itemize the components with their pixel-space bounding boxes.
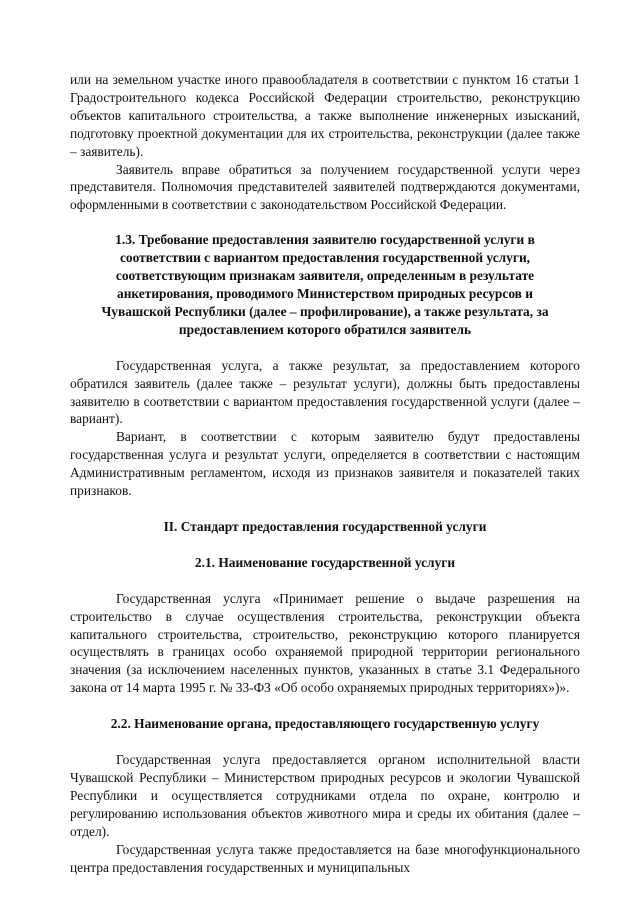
document-page [70, 71, 580, 876]
paragraph-applicant-definition: или на земельном участке иного правообладателя в соответствии с пунктом 16 статьи 1 Градостроительного кодекса Российской Федерации строительство, реконструкцию объектов капитального строительства, а также выполнение инженерных изысканий, подготовку проектной документации для их строительства, реконструкции (далее также – заявитель). [70, 72, 580, 159]
heading-1-3-requirement: 1.3. Требование предоставления заявителю государственной услуги в соответствии с вариантом предоставления государственной услуги, соответствующим признакам заявителя, определенным в результате анкетирования, проводимого Министерством природных ресурсов и Чувашской Республики (далее – профилирование), а также результата, за предоставлением которого обратился заявитель [101, 232, 549, 337]
heading-2-1-service-name: 2.1. Наименование государственной услуги [194, 554, 456, 570]
paragraph-providing-body: Государственная услуга предоставляется органом исполнительной власти Чувашской Республики – Министерством природных ресурсов и экологии Чувашской Республики и осуществляется сотрудниками отдела по охране, контролю и регулированию использования объектов животного мира и среды их обитания (далее – отдел). [70, 752, 580, 839]
heading-section-2-standard: II. Стандарт предоставления государственной услуги [163, 518, 487, 534]
paragraph-variant: Вариант, в соответствии с которым заявителю будут предоставлены государственная услуга и результат услуги, определяется в соответствии с настоящим Административным регламентом, исходя из признаков заявителя и показателей таких признаков. [70, 429, 580, 499]
paragraph-representative: Заявитель вправе обратиться за получением государственной услуги через представителя. Полномочия представителей заявителей подтверждаются документами, оформленными в соответствии с законодательством Российской Федерации. [70, 161, 580, 213]
paragraph-service-name: Государственная услуга «Принимает решение о выдаче разрешения на строительство в случае осуществления строительства, реконструкции объекта капитального строительства, строительство, реконструкцию которого планируется осуществлять в границах особо охраняемой природной территории регионального значения (за исключением населенных пунктов, указанных в статье 3.1 Федерального закона от 14 марта 1995 г. № 33-ФЗ «Об особо охраняемых природных территориях»)». [70, 590, 580, 696]
paragraph-service-result: Государственная услуга, а также результат, за предоставлением которого обратился заявитель (далее также – результат услуги), должны быть предоставлены заявителю в соответствии с вариантом предоставления государственной услуги (далее – вариант). [70, 357, 580, 427]
heading-2-2-providing-body: 2.2. Наименование органа, предоставляющего государственную услугу [110, 716, 540, 732]
paragraph-mfc: Государственная услуга также предоставляется на базе многофункционального центра предоставления государственных и муниципальных [70, 841, 580, 875]
